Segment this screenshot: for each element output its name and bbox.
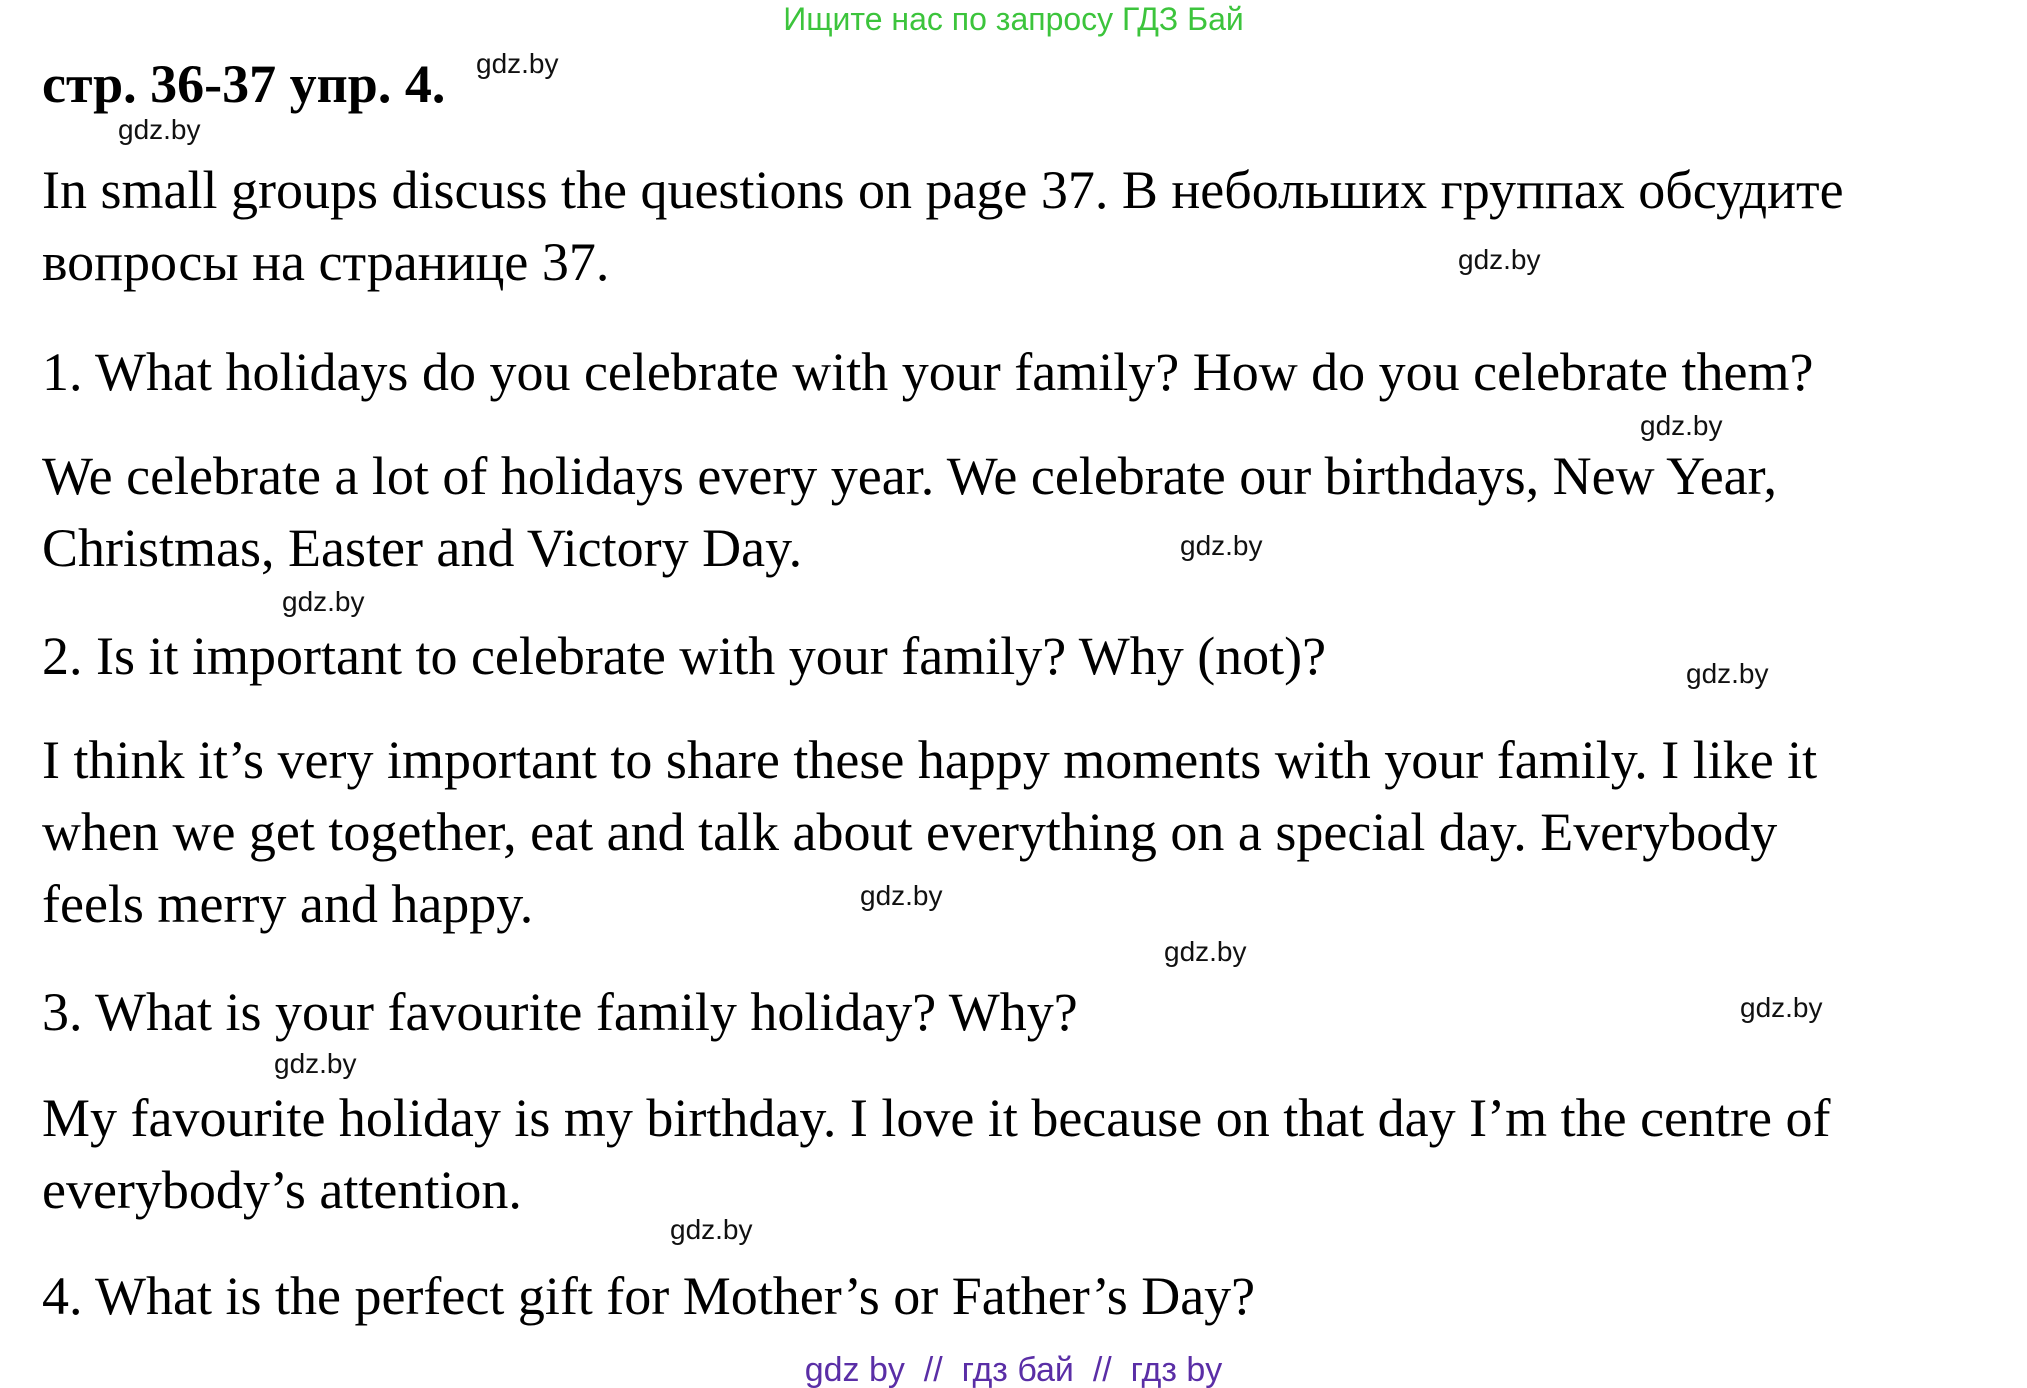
answer-3 xyxy=(42,1082,2017,1226)
question-4 xyxy=(42,1260,2017,1332)
watermark: gdz.by xyxy=(1458,244,1541,275)
watermark: gdz.by xyxy=(118,114,201,145)
intro-line: вопросы на странице 37. xyxy=(42,232,610,292)
watermark: gdz.by xyxy=(1164,936,1247,967)
answer-line: I think it’s very important to share these happy moments with your family. I like it xyxy=(42,730,1818,790)
answer-line: everybody’s attention. xyxy=(42,1160,522,1220)
question-1 xyxy=(42,336,2017,408)
watermark: gdz.by xyxy=(1740,992,1823,1023)
intro-line: In small groups discuss the questions on page 37. В небольших группах обсудите xyxy=(42,160,1844,220)
intro-paragraph xyxy=(42,154,2017,298)
watermark: gdz.by xyxy=(860,880,943,911)
page-heading: стр. 36-37 упр. 4. xyxy=(42,54,446,114)
question-text: 4. What is the perfect gift for Mother’s or Father’s Day? xyxy=(42,1266,1256,1326)
question-text: 3. What is your favourite family holiday? Why? xyxy=(42,982,1078,1042)
watermark: gdz.by xyxy=(274,1048,357,1079)
answer-line: We celebrate a lot of holidays every year. We celebrate our birthdays, New Year, xyxy=(42,446,1777,506)
search-banner: Ищите нас по запросу ГДЗ Бай xyxy=(783,1,1244,37)
question-text: 1. What holidays do you celebrate with your family? How do you celebrate them? xyxy=(42,342,1814,402)
answer-line: Christmas, Easter and Victory Day. xyxy=(42,518,803,578)
watermark: gdz.by xyxy=(476,48,559,79)
answer-2 xyxy=(42,724,2017,940)
answer-1 xyxy=(42,440,2017,584)
footer-links: gdz by // гдз бай // гдз by xyxy=(804,1351,1223,1388)
watermark: gdz.by xyxy=(670,1214,753,1245)
watermark: gdz.by xyxy=(1180,530,1263,561)
answer-line: feels merry and happy. xyxy=(42,874,534,934)
answer-line: when we get together, eat and talk about everything on a special day. Everybody xyxy=(42,802,1778,862)
question-3 xyxy=(42,976,2017,1048)
watermark: gdz.by xyxy=(1640,410,1723,441)
question-text: 2. Is it important to celebrate with your family? Why (not)? xyxy=(42,626,1327,686)
answer-line: My favourite holiday is my birthday. I love it because on that day I’m the centre of xyxy=(42,1088,1831,1148)
watermark: gdz.by xyxy=(1686,658,1769,689)
watermark: gdz.by xyxy=(282,586,365,617)
